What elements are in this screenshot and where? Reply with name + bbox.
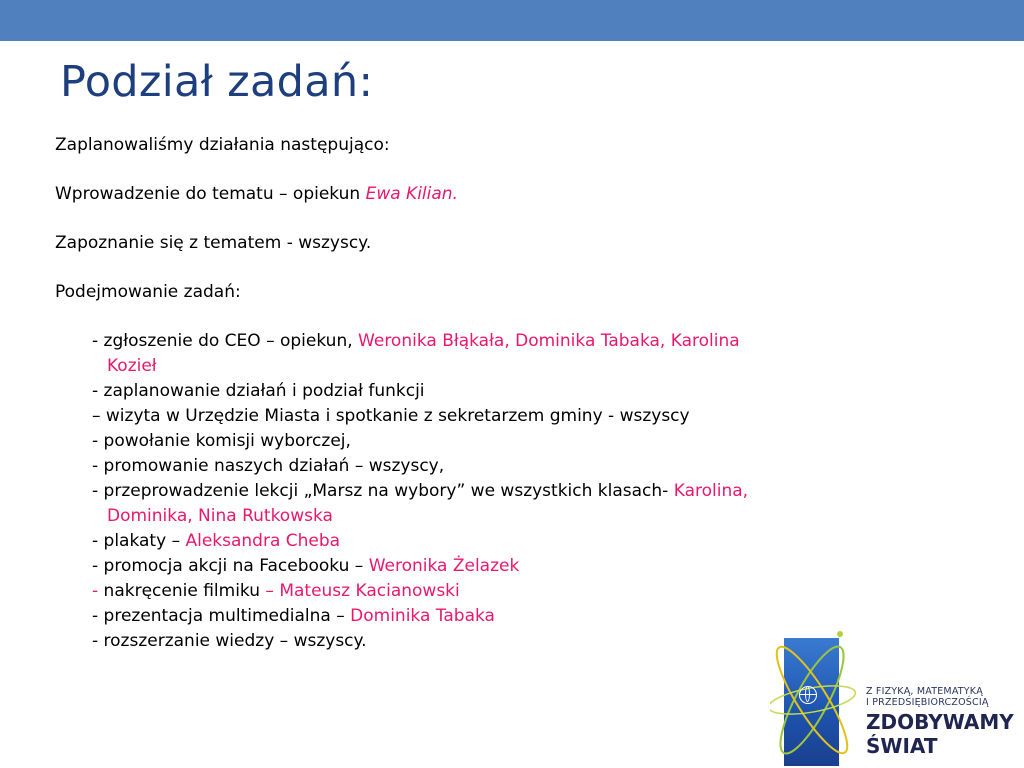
logo-line-1: Z FIZYKĄ, MATEMATYKĄ [866, 686, 983, 697]
topic-intro-owner: Ewa Kilian. [365, 184, 458, 204]
task-item: – wizyta w Urzędzie Miasta i spotkanie z sekretarzem gminy - wszyscy [92, 406, 690, 426]
logo-line-3: ZDOBYWAMY [866, 710, 1014, 734]
task-text: - zgłoszenie do CEO – opiekun, [92, 331, 359, 351]
task-item-continuation [92, 354, 955, 379]
project-logo [770, 622, 1024, 768]
task-owner: Kozieł [107, 356, 157, 376]
task-owner: – Mateusz Kacianowski [265, 581, 460, 601]
task-dash: - [92, 581, 104, 601]
task-item [92, 329, 955, 354]
task-text: nakręcenie filmiku [103, 581, 266, 601]
slide-content [55, 133, 955, 654]
intro-line: Zaplanowaliśmy działania następująco: [55, 135, 390, 155]
globe-icon [799, 686, 817, 704]
task-item: - rozszerzanie wiedzy – wszyscy. [92, 631, 367, 651]
task-owner: Aleksandra Cheba [185, 531, 341, 551]
task-owner: Karolina, [673, 481, 749, 501]
logo-subtitle [866, 686, 989, 708]
task-owner: Weronika Żelazek [368, 556, 520, 576]
task-text: - przeprowadzenie lekcji „Marsz na wybory” we wszystkich klasach- [92, 481, 674, 501]
task-item [92, 579, 955, 604]
topic-intro-line [55, 182, 955, 207]
task-owner: Weronika Błąkała, Dominika Tabaka, Karolina [358, 331, 740, 351]
tasks-header: Podejmowanie zadań: [55, 282, 241, 302]
logo-line-4: ŚWIAT [866, 734, 938, 758]
logo-title [866, 710, 1014, 758]
task-item: - promowanie naszych działań – wszyscy, [92, 456, 445, 476]
task-item-continuation [92, 504, 955, 529]
task-owner: Dominika Tabaka [350, 606, 495, 626]
task-item [92, 554, 955, 579]
task-list [92, 329, 955, 654]
task-owner: Dominika, Nina Rutkowska [107, 506, 333, 526]
topic-intro-text: Wprowadzenie do tematu – opiekun [55, 184, 366, 204]
familiarize-line: Zapoznanie się z tematem - wszyscy. [55, 233, 372, 253]
top-bar [0, 0, 1024, 41]
task-item [92, 529, 955, 554]
task-text: - promocja akcji na Facebooku – [92, 556, 369, 576]
task-item: - zaplanowanie działań i podział funkcji [92, 381, 425, 401]
task-item: - powołanie komisji wyborczej, [92, 431, 351, 451]
task-text: - prezentacja multimedialna – [92, 606, 351, 626]
task-item [92, 479, 955, 504]
logo-line-2: I PRZEDSIĘBIORCZOŚCIĄ [866, 697, 989, 708]
slide-title: Podział zadań: [60, 57, 374, 107]
task-text: - plakaty – [92, 531, 186, 551]
